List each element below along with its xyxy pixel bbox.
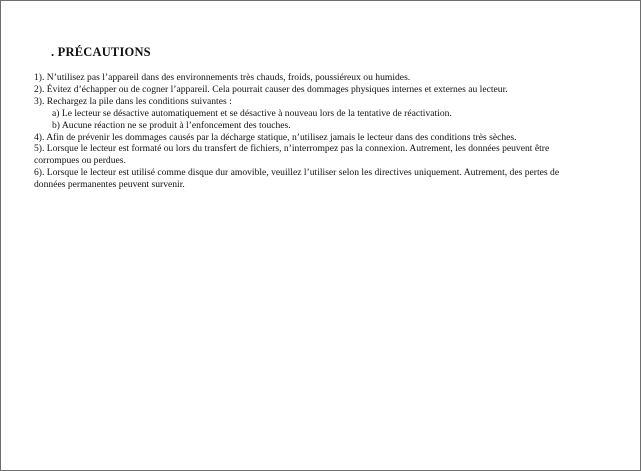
precaution-item-3: 3). Rechargez la pile dans les conditions suivantes : [34,95,232,107]
precaution-item-5 [34,143,634,167]
section-title: . PRÉCAUTIONS [51,45,151,59]
precaution-item-2: 2). Évitez d’échapper ou de cogner l’appareil. Cela pourrait causer des dommages physiques internes et externes au lecteur. [34,83,508,95]
precaution-item-5-line-1: 5). Lorsque le lecteur est formaté ou lors du transfert de fichiers, n’interrompez pas la connexion. Autrement, les données peuvent être [34,143,550,155]
precaution-item-1: 1). N’utilisez pas l’appareil dans des environnements très chauds, froids, poussiéreux ou humides. [34,72,411,83]
precaution-item-6-line-2: données permanentes peuvent survenir. [34,179,185,191]
precaution-item-3a: a) Le lecteur se désactive automatiquement et se désactive à nouveau lors de la tentative de réactivation. [52,107,452,119]
precautions-list [34,72,634,191]
precaution-item-6 [34,167,634,191]
precaution-item-3b: b) Aucune réaction ne se produit à l’enfoncement des touches. [52,119,291,131]
precaution-item-5-line-2: corrompues ou perdues. [34,155,126,167]
precaution-item-6-line-1: 6). Lorsque le lecteur est utilisé comme disque dur amovible, veuillez l’utiliser selon les directives uniquement. Autrement, des pertes de [34,167,560,179]
precaution-item-4: 4). Afin de prévenir les dommages causés par la décharge statique, n’utilisez jamais le lecteur dans des conditions très sèches. [34,131,517,143]
